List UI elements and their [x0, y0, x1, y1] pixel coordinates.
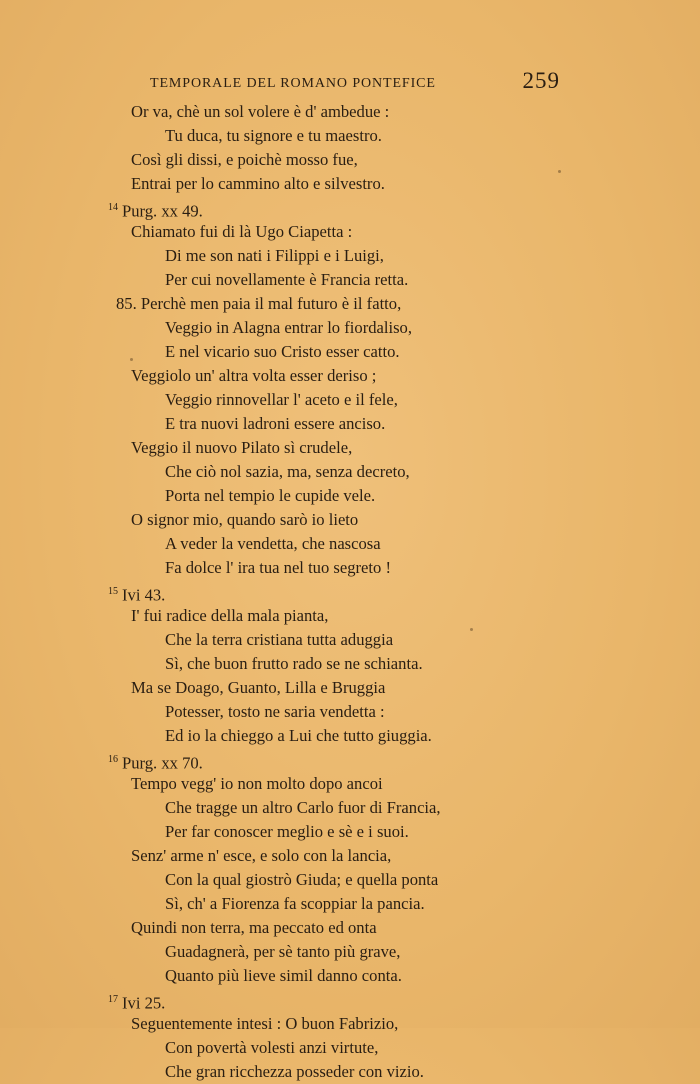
footnote-number: 14 [108, 202, 118, 213]
verse-line: Veggio rinnovellar l' aceto e il fele, [165, 390, 398, 409]
verse-line: E nel vicario suo Cristo esser catto. [165, 342, 400, 361]
verse-line: Così gli dissi, e poichè mosso fue, [131, 150, 358, 169]
footnote-number: 15 [108, 586, 118, 597]
footnote-heading: $^{16}$ Purg. xx 70. [108, 753, 203, 773]
verse-line: Che la terra cristiana tutta aduggia [165, 630, 394, 649]
verse-line: Ma se Doago, Guanto, Lilla e Bruggia [131, 678, 386, 697]
verse-line: Tu duca, tu signore e tu maestro. [165, 126, 382, 145]
verse-line: Quanto più lieve simil danno conta. [165, 966, 402, 985]
verse-line: Veggiolo un' altra volta esser deriso ; [131, 366, 377, 385]
verse-line: 85. Perchè men paia il mal futuro è il fatto, [116, 294, 402, 313]
footnote-number: 17 [108, 994, 118, 1005]
verse-line: Che ciò nol sazia, ma, senza decreto, [165, 462, 410, 481]
verse-line: E tra nuovi ladroni essere anciso. [165, 414, 386, 433]
verse-line: Chiamato fui di là Ugo Ciapetta : [131, 222, 353, 241]
verse-line: Ed io la chieggo a Lui che tutto giuggia. [165, 726, 432, 745]
verse-line: Fa dolce l' ira tua nel tuo segreto ! [165, 558, 392, 577]
paper-speck [558, 170, 561, 173]
verse-line: Entrai per lo cammino alto e silvestro. [131, 174, 385, 193]
running-title: TEMPORALE DEL ROMANO PONTEFICE [150, 76, 436, 91]
verse-line: Or va, chè un sol volere è d' ambedue : [131, 102, 390, 121]
verse-line: Tempo vegg' io non molto dopo ancoi [131, 774, 383, 793]
verse-line: A veder la vendetta, che nascosa [165, 534, 381, 553]
verse-line: Porta nel tempio le cupide vele. [165, 486, 376, 505]
verse-line: Veggio il nuovo Pilato sì crudele, [131, 438, 353, 457]
verse-line: Sì, ch' a Fiorenza fa scoppiar la pancia. [165, 894, 425, 913]
verse-line: Che gran ricchezza posseder con vizio. [165, 1062, 424, 1081]
verse-line: Con la qual giostrò Giuda; e quella ponta [165, 870, 439, 889]
verse-line: I' fui radice della mala pianta, [131, 606, 329, 625]
verse-line: Veggio in Alagna entrar lo fiordaliso, [165, 318, 413, 337]
verse-line: Con povertà volesti anzi virtute, [165, 1038, 379, 1057]
page-number: 259 [522, 68, 560, 93]
verse-line: Di me son nati i Filippi e i Luigi, [165, 246, 384, 265]
paper-speck [130, 358, 133, 361]
verse-line: Per far conoscer meglio e sè e i suoi. [165, 822, 409, 841]
verse-line: Senz' arme n' esce, e solo con la lancia, [131, 846, 392, 865]
page-header [150, 68, 560, 98]
verse-line: Potesser, tosto ne saria vendetta : [165, 702, 385, 721]
verse-line: Per cui novellamente è Francia retta. [165, 270, 409, 289]
paper-speck [470, 628, 473, 631]
footnote-heading: $^{15}$ Ivi 43. [108, 585, 166, 605]
footnote-heading: $^{17}$ Ivi 25. [108, 993, 166, 1013]
verse-line: Sì, che buon frutto rado se ne schianta. [165, 654, 423, 673]
verse-line: O signor mio, quando sarò io lieto [131, 510, 359, 529]
verse-line: Guadagnerà, per sè tanto più grave, [165, 942, 401, 961]
verse-line: Seguentemente intesi : O buon Fabrizio, [131, 1014, 399, 1033]
footnote-heading: $^{14}$ Purg. xx 49. [108, 201, 203, 221]
verse-line: Che tragge un altro Carlo fuor di Francia, [165, 798, 441, 817]
verse-line: Quindi non terra, ma peccato ed onta [131, 918, 377, 937]
footnote-number: 16 [108, 754, 118, 765]
